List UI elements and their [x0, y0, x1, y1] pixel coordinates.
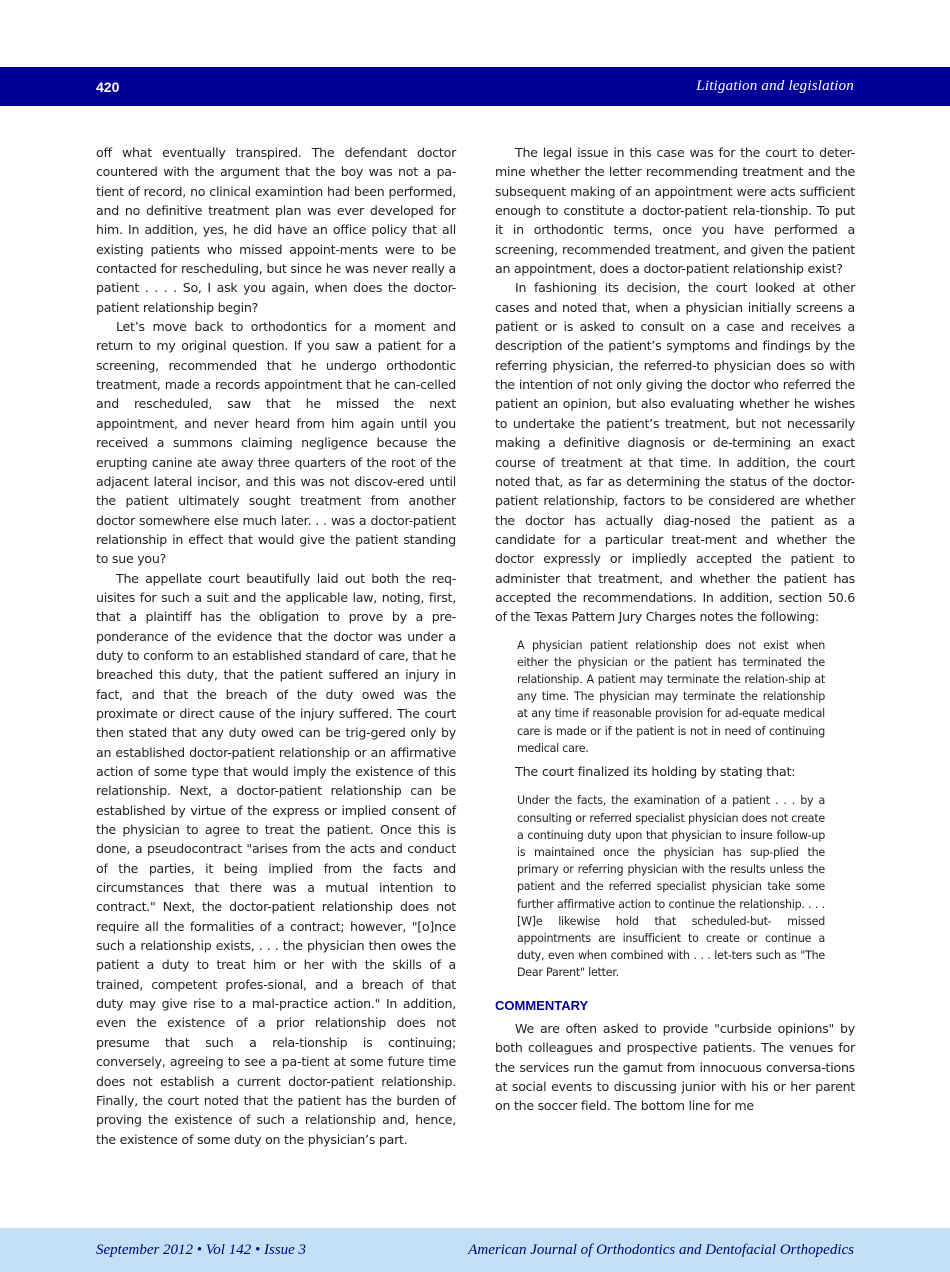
left-column — [96, 143, 456, 1149]
page-number: 420 — [96, 78, 120, 95]
quote-lead-in: The court finalized its holding by stating that: — [515, 765, 796, 781]
right-column — [495, 143, 855, 1116]
running-header — [0, 67, 950, 106]
body-paragraph: In fashioning its decision, the court looked at other cases and noted that, when a physician initially screens a patient or is asked to consult on a case and receives a description of the patient’s symptoms and findings by the referring physician, the referred-to physician does so with the intention of not only giving the doctor who referred the patient an opinion, but also evaluating whether he wishes to undertake the patient’s treatment, but not necessarily making a definitive diagnosis or de-termining an exact course of treatment at that time. In addition, the court noted that, as far as determining the status of the doctor-patient relationship, factors to be considered are whether the doctor has actually diag-nosed the patient as a candidate for a particular treat-ment and whether the doctor expressly or impliedly accepted the patient to administer that treatment, and whether the patient has accepted the recommendations. In addition, section 50.6 of the Texas Pattern Jury Charges notes the following: — [495, 280, 855, 625]
issue-info: September 2012 • Vol 142 • Issue 3 — [96, 1241, 307, 1258]
section-heading-commentary: COMMENTARY — [495, 997, 589, 1013]
running-footer — [0, 1228, 950, 1272]
body-paragraph: The legal issue in this case was for the court to deter-mine whether the letter recommending treatment and the subsequent making of an appointment were acts sufficient enough to constitute a doctor-patient rela-tionship. To put it in orthodontic terms, once you have performed a screening, recommended treatment, and given the patient an appointment, does a doctor-patient relationship exist? — [495, 145, 855, 277]
body-paragraph: We are often asked to provide "curbside opinions" by both colleagues and prospective patients. The venues for the services run the gamut from innocuous conversa-tions at social events to discussing junior with his or her parent on the soccer field. The bottom line for me — [495, 1020, 855, 1114]
block-quote-court-holding: Under the facts, the examination of a patient . . . by a consulting or referred specialist physician does not create a continuing duty upon that physician to insure follow-up is maintained once the physician has sup-plied the primary or referring physician with the results unless the patient and the referred specialist physician take some further affirmative action to continue the relationship. . . . [W]e likewise hold that scheduled-but- missed appointments are insufficient to create or continue a duty, even when combined with . . . let-ters such as "The Dear Parent" letter. — [517, 794, 825, 980]
body-paragraph: The appellate court beautifully laid out both the req-uisites for such a suit and the applicable law, noting, first, that a plaintiff has the obligation to prove by a pre-ponderance of the evidence that the doctor was under a duty to conform to an established standard of care, that he breached this duty, that the patient suffered an injury in fact, and that the breach of the duty owed was the proximate or direct cause of the injury suffered. The court then stated that any duty owed can be trig-gered only by an established doctor-patient relationship or an affirmative action of some type that would imply the existence of this relationship. Next, a doctor-patient relationship can be established by virtue of the express or implied consent of the physician to agree to treat the patient. Once this is done, a pseudocontract "arises from the acts and conduct of the parties, it being implied from the facts and circumstances that there was a mutual intention to contract." Next, the doctor-patient relationship does not require all the formalities of a contract; however, "[o]nce such a relationship exists, . . . the physician then owes the patient a duty to treat him or her with the skills of a trained, competent profes-sional, and a breach of that duty may give rise to a mal-practice action." In addition, even the existence of a prior relationship does not presume that such a rela-tionship is continuing; conversely, agreeing to see a pa-tient at some future time does not establish a current doctor-patient relationship. Finally, the court noted that the patient has the burden of proving the existence of such a relationship and, hence, the existence of some duty on the physician’s part. — [96, 570, 456, 1147]
body-paragraph: Let’s move back to orthodontics for a moment and return to my original question. If you saw a patient for a screening, recommended that he undergo orthodontic treatment, made a records appointment that he can-celled and rescheduled, saw that he missed the next appointment, and never heard from him again until you received a summons claiming negligence because the erupting canine ate away three quarters of the root of the adjacent lateral incisor, and this was not discov-ered until the patient ultimately sought treatment from another doctor somewhere else much later. . . was a doctor-patient relationship in effect that would give the patient standing to sue you? — [96, 319, 456, 567]
running-head-title: Litigation and legislation — [696, 78, 854, 94]
journal-name: American Journal of Orthodontics and Dentofacial Orthopedics — [468, 1241, 854, 1258]
block-quote-jury-charges: A physician patient relationship does not exist when either the physician or the patient has terminated the relationship. A patient may terminate the relation-ship at any time. The physician may terminate the relationship at any time if reasonable provision for ad-equate medical care is made or if the patient is not in need of continuing medical care. — [517, 638, 825, 755]
body-paragraph: off what eventually transpired. The defendant doctor countered with the argument that the boy was not a pa-tient of record, no clinical examintion had been performed, and no definitive treatment plan was ever developed for him. In addition, yes, he did have an office policy that all existing patients who missed appoint-ments were to be contacted for rescheduling, but since he was never really a patient . . . . So, I ask you again, when does the doctor-patient relationship begin? — [96, 145, 456, 315]
